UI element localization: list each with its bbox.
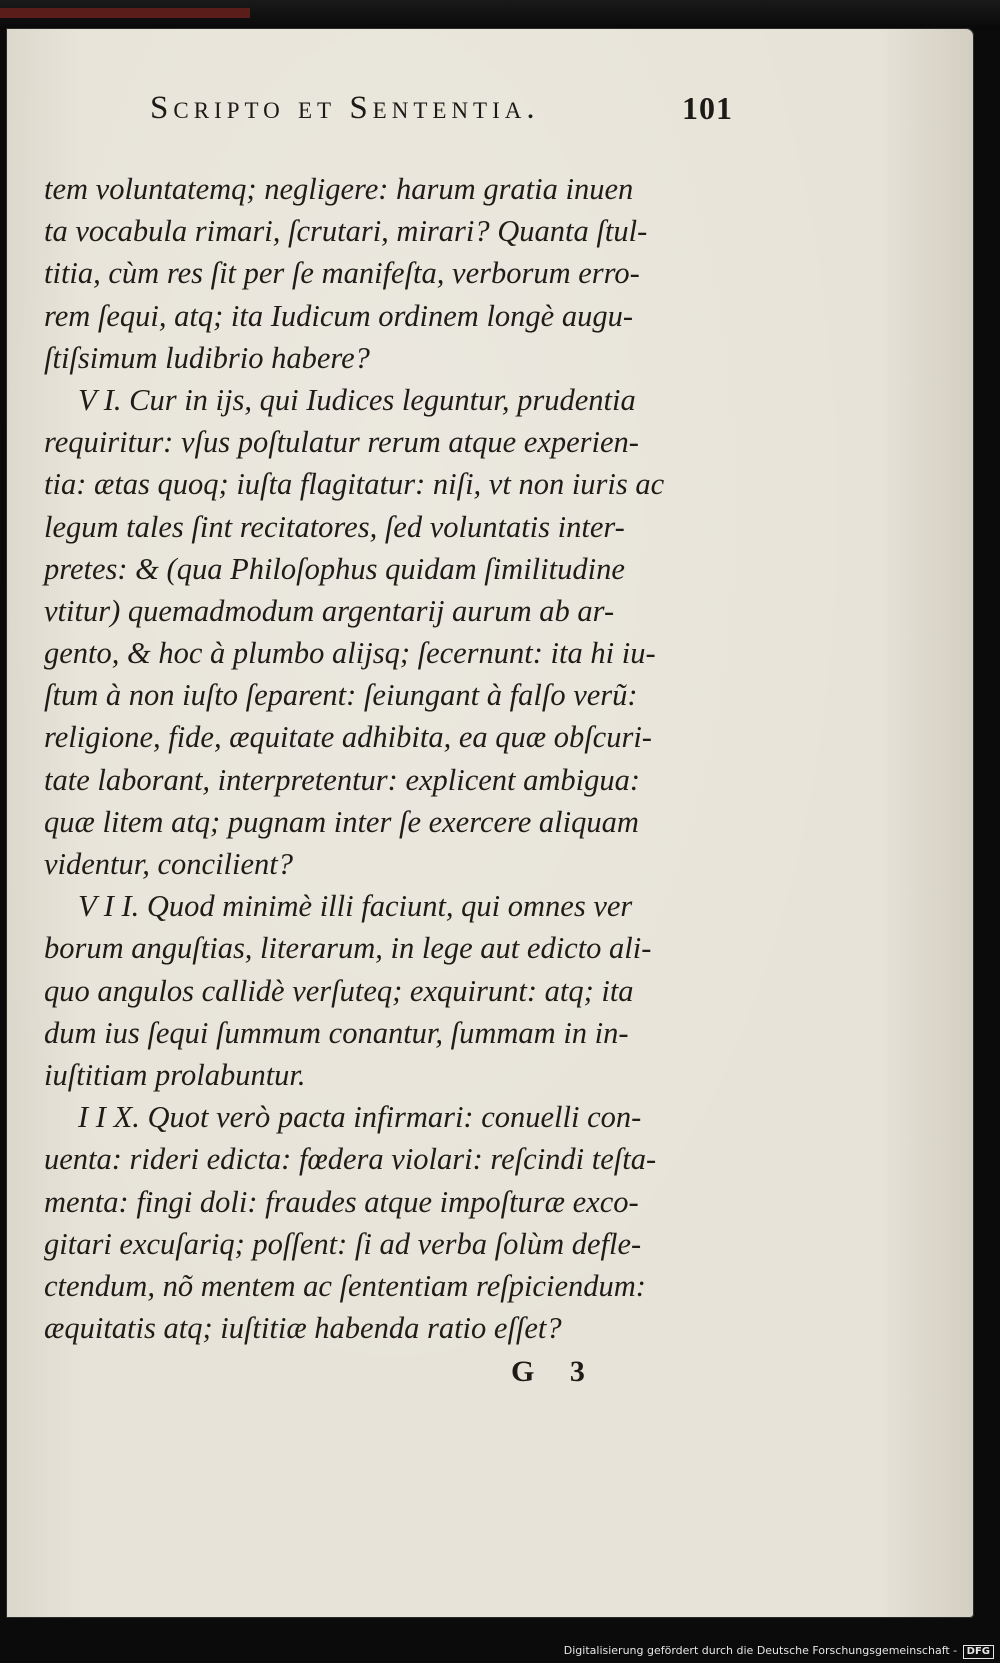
text-line: gento, & hoc à plumbo alijsq; ſecernunt: ita hi iu-: [44, 636, 656, 671]
text-line: iuſtitiam prolabuntur.: [44, 1057, 306, 1092]
text-line: vtitur) quemadmodum argentarij aurum ab ar-: [44, 593, 615, 628]
running-title: Scripto et Sententia.: [150, 90, 540, 126]
text-line: ctendum, nõ mentem ac ſententiam reſpiciendum:: [44, 1268, 646, 1303]
text-line: ſtum à non iuſto ſeparent: ſeiungant à falſo verũ:: [44, 678, 638, 713]
text-line: religione, fide, æquitate adhibita, ea quæ obſcuri-: [44, 720, 652, 755]
text-line: tem voluntatemq; negligere: harum gratia inuen: [44, 172, 634, 206]
text-line: quæ litem atq; pugnam inter ſe exercere aliquam: [44, 804, 639, 839]
dfg-logo: DFG: [963, 1645, 994, 1659]
text-line: æquitatis atq; iuſtitiæ habenda ratio eſſet?: [44, 1311, 562, 1346]
text-line: menta: fingi doli: fraudes atque impoſturæ exco-: [44, 1184, 639, 1219]
text-line: V I I. Quod minimè illi faciunt, qui omnes ver: [78, 889, 633, 924]
text-line: dum ius ſequi ſummum conantur, ſummam in in-: [44, 1015, 629, 1050]
text-line: requiritur: vſus poſtulatur rerum atque experien-: [44, 425, 639, 460]
text-line: V I. Cur in ijs, qui Iudices leguntur, prudentia: [78, 382, 636, 417]
signature-mark: G 3: [511, 1355, 599, 1388]
text-line: gitari excuſariq; poſſent: ſi ad verba ſolùm defle-: [44, 1226, 642, 1261]
text-line: pretes: & (qua Philoſophus quidam ſimilitudine: [44, 551, 625, 586]
text-line: quo angulos callidè verſuteq; exquirunt: atq; ita: [44, 973, 634, 1008]
text-line: titia, cùm res ſit per ſe manifeſta, verborum erro-: [44, 256, 640, 291]
digitization-credit: [564, 1644, 994, 1659]
text-line: borum anguſtias, literarum, in lege aut edicto ali-: [44, 931, 652, 966]
text-line: uenta: rideri edicta: fœdera violari: reſcindi teſta-: [44, 1142, 657, 1177]
text-line: rem ſequi, atq; ita Iudicum ordinem longè augu-: [44, 298, 634, 333]
book-edge: [0, 8, 250, 18]
text-line: legum tales ſint recitatores, ſed voluntatis inter-: [44, 509, 625, 544]
body-text: [44, 168, 724, 1349]
text-line: tia: ætas quoq; iuſta flagitatur: niſi, vt non iuris ac: [44, 467, 665, 502]
credit-text: Digitalisierung gefördert durch die Deutsche Forschungsgemeinschaft -: [563, 1644, 958, 1657]
text-line: videntur, concilient?: [44, 847, 294, 881]
page-number: 101: [682, 90, 733, 126]
text-line: tate laborant, interpretentur: explicent ambigua:: [44, 762, 641, 797]
book-page: [6, 28, 974, 1618]
text-line: ta vocabula rimari, ſcrutari, mirari? Quanta ſtul-: [44, 214, 648, 249]
text-line: I I X. Quot verò pacta infirmari: conuelli con-: [78, 1100, 642, 1135]
text-line: ſtiſsimum ludibrio habere?: [44, 340, 370, 375]
